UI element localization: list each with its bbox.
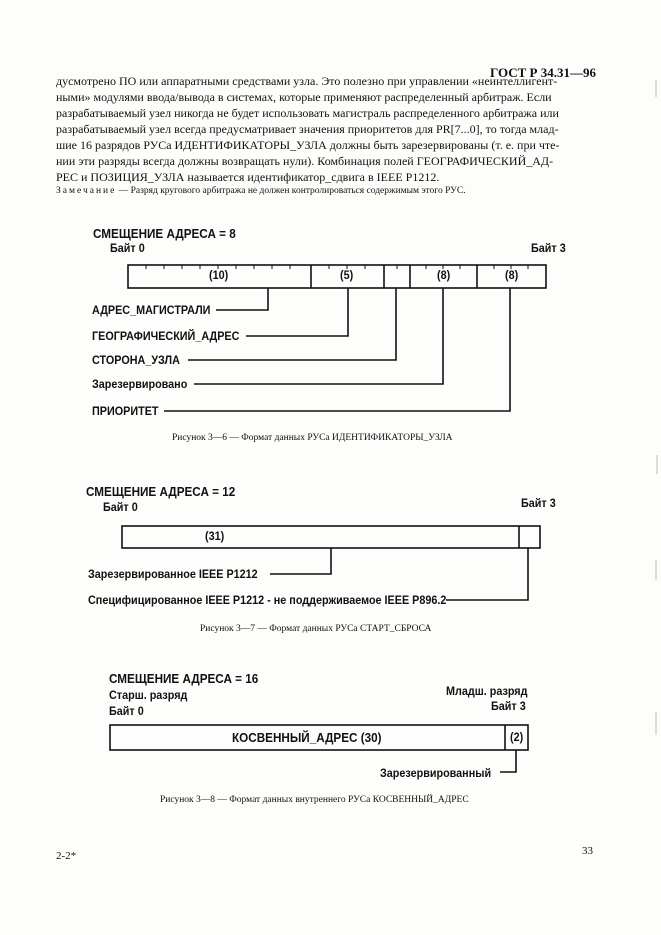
fig8-caption: Рисунок 3—8 — Формат данных внутреннего РУСа КОСВЕННЫЙ_АДРЕС: [160, 795, 469, 805]
fig8-byte3-label: Байт 3: [491, 699, 526, 713]
page-number: 33: [582, 845, 593, 857]
body-line: нии эти разряды всегда должны возвращать нули). Комбинация полей ГЕОГРАФИЧЕСКИЙ_АД-: [56, 154, 554, 168]
body-line: разрабатываемый узел всегда предусматривает значения приоритетов для PR[7...0], то тогда млад-: [56, 122, 559, 136]
fig6-field-bus-address: (10): [209, 268, 229, 282]
note-label: Замечание: [56, 186, 117, 196]
fig6-label-geo-address: ГЕОГРАФИЧЕСКИЙ_АДРЕС: [92, 329, 240, 343]
fig7-byte3-label: Байт 3: [521, 496, 556, 510]
footer-sheet-mark: 2-2*: [56, 850, 77, 862]
fig6-leader-bus-address: [216, 288, 268, 310]
note-text: — Разряд кругового арбитража не должен контролироваться содержимым этого РУС.: [116, 186, 466, 196]
body-line: ными» модулями ввода/вывода в системах, которые применяют распределенный арбитраж. Если: [56, 90, 552, 104]
fig7-leader-specified: [446, 548, 528, 600]
fig7-leader-reserved: [270, 548, 331, 574]
body-line: РЕС и ПОЗИЦИЯ_УЗЛА называется идентификатор_сдвига в IEEE P1212.: [56, 170, 440, 184]
fig7-label-reserved: Зарезервированное IEEE P1212: [88, 567, 258, 581]
scan-marks: [656, 80, 657, 735]
fig8-byte0-label: Байт 0: [109, 704, 144, 718]
fig8-msb-label: Старш. разряд: [109, 688, 188, 702]
fig7-field-reserved: (31): [205, 529, 225, 543]
body-line: шие 16 разрядов РУСа ИДЕНТИФИКАТОРЫ_УЗЛА должны быть зарезервированы (т. е. при чте-: [56, 138, 560, 152]
fig6-field-reserved: (8): [437, 268, 451, 282]
fig6-label-reserved: Зарезервировано: [92, 377, 188, 391]
fig7-register-box: [122, 526, 540, 548]
fig6-label-node-side: СТОРОНА_УЗЛА: [92, 353, 180, 367]
fig6-offset-title: СМЕЩЕНИЕ АДРЕСА = 8: [93, 226, 236, 241]
fig6-register-box: [128, 265, 546, 288]
fig6-field-priority: (8): [505, 268, 519, 282]
fig6-byte3-label: Байт 3: [531, 241, 566, 255]
fig7-offset-title: СМЕЩЕНИЕ АДРЕСА = 12: [86, 484, 236, 499]
fig8-lsb-label: Младш. разряд: [446, 684, 528, 698]
fig6-field-geo-address: (5): [340, 268, 354, 282]
body-line: разрабатываемый узел никогда не будет использовать магистраль распределенного арбитража или: [56, 106, 559, 120]
fig8-offset-title: СМЕЩЕНИЕ АДРЕСА = 16: [109, 671, 259, 686]
fig7-byte0-label: Байт 0: [103, 500, 138, 514]
fig7-caption: Рисунок 3—7 — Формат данных РУСа СТАРТ_СБРОСА: [200, 624, 432, 634]
fig6-leader-geo-address: [246, 288, 348, 336]
fig8-leader-reserved: [500, 750, 516, 772]
standard-header: ГОСТ Р 34.31—96: [490, 65, 596, 80]
fig6-label-priority: ПРИОРИТЕТ: [92, 404, 159, 418]
fig6-caption: Рисунок 3—6 — Формат данных РУСа ИДЕНТИФИКАТОРЫ_УЗЛА: [172, 433, 453, 443]
body-line: дусмотрено ПО или аппаратными средствами узла. Это полезно при управлении «неинтеллигент-: [56, 74, 558, 88]
fig6-byte0-label: Байт 0: [110, 241, 145, 255]
fig8-field-reserved: (2): [510, 730, 524, 744]
fig8-label-reserved: Зарезервированный: [380, 766, 492, 780]
fig7-label-specified: Специфицированное IEEE P1212 - не поддерживаемое IEEE P896.2: [88, 593, 447, 607]
fig6-label-bus-address: АДРЕС_МАГИСТРАЛИ: [92, 303, 211, 317]
fig8-field-indirect-address: КОСВЕННЫЙ_АДРЕС (30): [232, 730, 382, 745]
fig6-leader-node-side: [188, 288, 396, 360]
fig6-leader-priority: [164, 288, 510, 411]
